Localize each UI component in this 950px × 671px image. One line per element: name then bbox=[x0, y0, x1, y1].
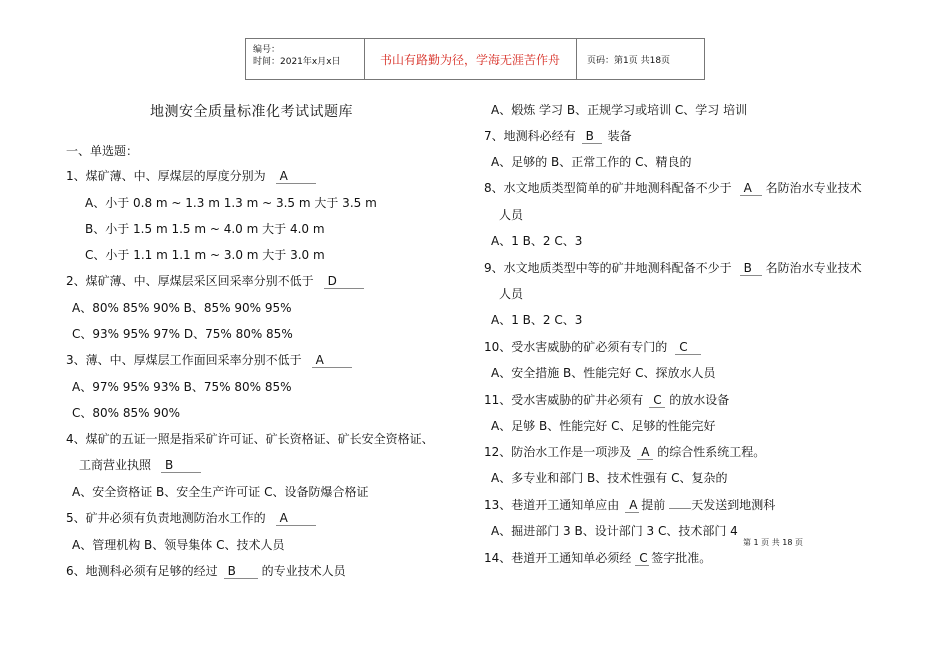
question-14 bbox=[484, 550, 711, 566]
question-text: 1、煤矿薄、中、厚煤层的厚度分别为 bbox=[66, 169, 266, 183]
question-text: 3、薄、中、厚煤层工作面回采率分别不低于 bbox=[66, 353, 302, 367]
option-line: A、1 B、2 C、3 bbox=[491, 313, 583, 327]
question-text: 11、受水害威胁的矿井必须有 bbox=[484, 393, 644, 407]
answer-blank: A bbox=[276, 169, 316, 184]
question-8-continued: 人员 bbox=[499, 208, 524, 222]
time-label: 时间：2021年x月x日 bbox=[253, 57, 341, 67]
question-suffix: 天发送到地测科 bbox=[691, 498, 776, 512]
option-line: A、97% 95% 93% B、75% 80% 85% bbox=[72, 380, 292, 394]
answer-blank: A bbox=[637, 445, 653, 460]
question-6 bbox=[66, 563, 346, 579]
answer-blank: C bbox=[675, 340, 701, 355]
question-4-continued bbox=[79, 457, 201, 473]
option-line: A、掘进部门 3 B、设计部门 3 C、技术部门 4 bbox=[491, 524, 738, 538]
answer-blank-empty bbox=[669, 508, 691, 509]
question-text: 5、矿井必须有负责地测防治水工作的 bbox=[66, 511, 266, 525]
motto: 书山有路勤为径，学海无涯苦作舟 bbox=[364, 39, 577, 79]
question-suffix: 的综合性系统工程。 bbox=[657, 445, 766, 459]
option-line: A、煅炼 学习 B、正规学习或培训 C、学习 培训 bbox=[491, 103, 748, 117]
question-text: 13、巷道开工通知单应由 bbox=[484, 498, 620, 512]
option-line: B、小于 1.5 m 1.5 m ~ 4.0 m 大于 4.0 m bbox=[85, 222, 325, 236]
question-text: 6、地测科必须有足够的经过 bbox=[66, 564, 218, 578]
section-heading: 一、单选题： bbox=[66, 144, 139, 158]
option-line: A、小于 0.8 m ~ 1.3 m 1.3 m ~ 3.5 m 大于 3.5 m bbox=[85, 196, 377, 210]
answer-blank: C bbox=[635, 551, 649, 566]
option-line: A、安全措施 B、性能完好 C、探放水人员 bbox=[491, 366, 716, 380]
question-suffix: 名防治水专业技术 bbox=[765, 261, 862, 275]
question-9-continued: 人员 bbox=[499, 287, 524, 301]
question-3 bbox=[66, 352, 352, 368]
page-code: 页码：第1页 共18页 bbox=[587, 55, 671, 66]
answer-blank: B bbox=[224, 564, 258, 579]
option-line: A、多专业和部门 B、技术性强有 C、复杂的 bbox=[491, 471, 728, 485]
question-suffix: 的放水设备 bbox=[669, 393, 730, 407]
question-2 bbox=[66, 273, 364, 289]
answer-blank: D bbox=[324, 274, 364, 289]
question-text: 7、地测科必经有 bbox=[484, 129, 576, 143]
question-suffix: 签字批准。 bbox=[651, 551, 712, 565]
question-11 bbox=[484, 392, 729, 408]
question-text: 12、防治水工作是一项涉及 bbox=[484, 445, 632, 459]
option-line: A、80% 85% 90% B、85% 90% 95% bbox=[72, 301, 292, 315]
number-label: 编号： bbox=[253, 45, 281, 55]
answer-blank: A bbox=[625, 498, 639, 513]
question-suffix: 装备 bbox=[607, 129, 632, 143]
question-8 bbox=[484, 180, 862, 196]
header-info-cell bbox=[246, 39, 365, 79]
question-5 bbox=[66, 510, 316, 526]
question-7 bbox=[484, 128, 632, 144]
question-text: 8、水文地质类型简单的矿井地测科配备不少于 bbox=[484, 181, 732, 195]
answer-blank: B bbox=[161, 458, 201, 473]
page-header bbox=[245, 38, 705, 80]
page-title: 地测安全质量标准化考试试题库 bbox=[150, 104, 353, 120]
question-4: 4、煤矿的五证一照是指采矿许可证、矿长资格证、矿长安全资格证、 bbox=[66, 432, 434, 446]
option-line: C、80% 85% 90% bbox=[72, 406, 181, 420]
question-suffix: 名防治水专业技术 bbox=[765, 181, 862, 195]
option-line: C、93% 95% 97% D、75% 80% 85% bbox=[72, 327, 293, 341]
question-text: 10、受水害威胁的矿必须有专门的 bbox=[484, 340, 668, 354]
option-line: A、足够的 B、正常工作的 C、精良的 bbox=[491, 155, 692, 169]
question-9 bbox=[484, 260, 862, 276]
answer-blank: A bbox=[276, 511, 316, 526]
question-10 bbox=[484, 339, 701, 355]
question-suffix: 的专业技术人员 bbox=[261, 564, 346, 578]
question-1 bbox=[66, 168, 316, 184]
question-12 bbox=[484, 444, 765, 460]
answer-blank: A bbox=[312, 353, 352, 368]
option-line: C、小于 1.1 m 1.1 m ~ 3.0 m 大于 3.0 m bbox=[85, 248, 325, 262]
answer-blank: A bbox=[740, 181, 762, 196]
option-line: A、安全资格证 B、安全生产许可证 C、设备防爆合格证 bbox=[72, 485, 369, 499]
option-line: A、足够 B、性能完好 C、足够的性能完好 bbox=[491, 419, 716, 433]
question-text: 9、水文地质类型中等的矿井地测科配备不少于 bbox=[484, 261, 732, 275]
answer-blank: B bbox=[740, 261, 762, 276]
question-mid: 提前 bbox=[641, 498, 666, 512]
page-footer: 第 1 页 共 18 页 bbox=[743, 538, 803, 547]
option-line: A、管理机构 B、领导集体 C、技术人员 bbox=[72, 538, 285, 552]
answer-blank: C bbox=[649, 393, 665, 408]
option-line: A、1 B、2 C、3 bbox=[491, 234, 583, 248]
question-13 bbox=[484, 497, 775, 513]
question-text: 14、巷道开工通知单必须经 bbox=[484, 551, 632, 565]
question-text: 2、煤矿薄、中、厚煤层采区回采率分别不低于 bbox=[66, 274, 314, 288]
answer-blank: B bbox=[582, 129, 602, 144]
question-text: 工商营业执照 bbox=[79, 458, 152, 472]
